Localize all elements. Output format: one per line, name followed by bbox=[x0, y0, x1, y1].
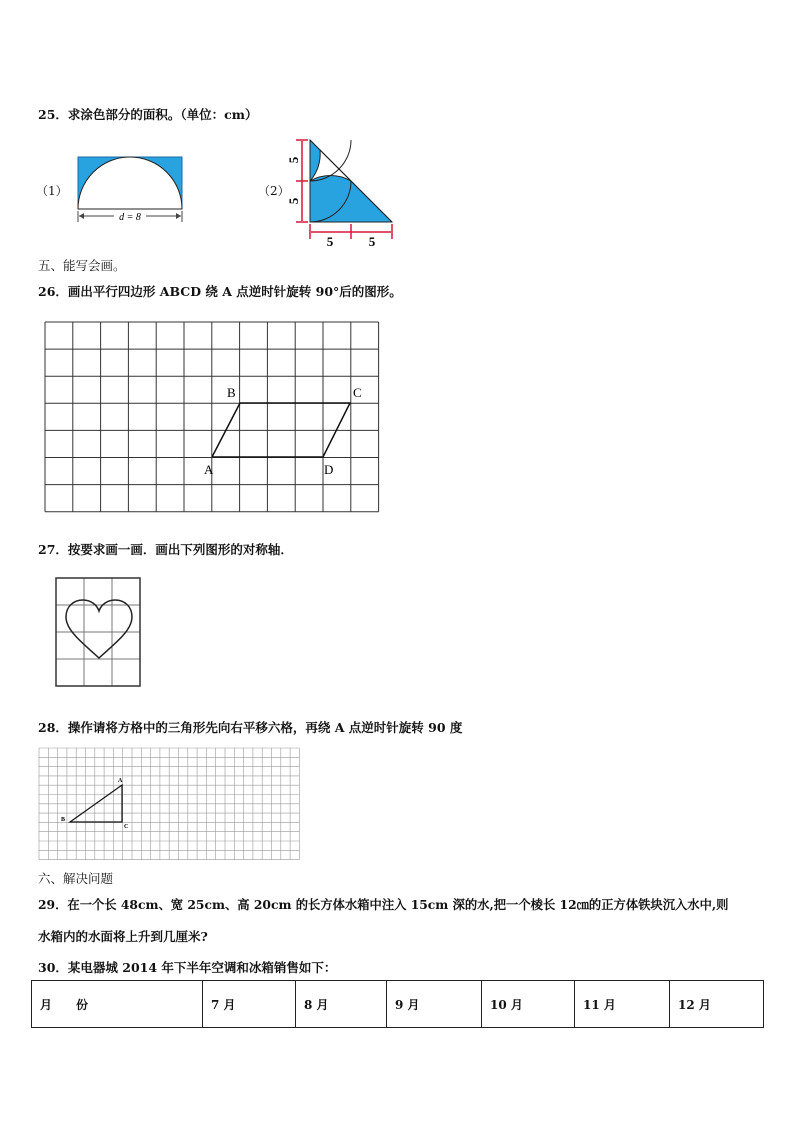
q27-text: 27．按要求画一画．画出下列图形的对称轴． bbox=[38, 542, 293, 557]
q29-line2: 水箱内的水面将上升到几厘米? bbox=[38, 929, 208, 944]
heart-shape bbox=[66, 600, 132, 658]
table-cell: 8 月 bbox=[296, 981, 387, 1028]
table-cell-month: 月 份 bbox=[32, 981, 203, 1028]
triangle-grid bbox=[38, 747, 301, 861]
table-cell: 11 月 bbox=[575, 981, 670, 1028]
point-A: A bbox=[204, 462, 214, 477]
q28-text: 28．操作请将方格中的三角形先向右平移六格，再绕 A 点逆时针旋转 90 度 bbox=[38, 720, 463, 735]
point-C: C bbox=[353, 385, 362, 400]
triangle-figure bbox=[284, 135, 399, 247]
tri-point-C: C bbox=[124, 824, 129, 830]
q30-text: 30．某电器城 2014 年下半年空调和冰箱销售如下： bbox=[38, 960, 337, 975]
section6-heading: 六、解决问题 bbox=[38, 871, 114, 886]
dim-bottom-right: 5 bbox=[368, 234, 376, 247]
sales-table bbox=[31, 980, 764, 1028]
q26-text: 26．画出平行四边形 ABCD 绕 A 点逆时针旋转 90°后的图形。 bbox=[38, 284, 402, 299]
semicircle-figure bbox=[74, 150, 189, 225]
q29-line1: 29．在一个长 48cm、宽 25cm、高 20cm 的长方体水箱中注入 15cm 深的水,把一个棱长 12㎝的正方体铁块沉入水中,则 bbox=[38, 897, 729, 912]
parallelogram-grid bbox=[44, 321, 381, 513]
table-cell: 7 月 bbox=[203, 981, 296, 1028]
dim-left-bottom: 5 bbox=[286, 197, 301, 205]
dim-bottom-left: 5 bbox=[326, 234, 334, 247]
table-cell: 12 月 bbox=[670, 981, 764, 1028]
heart-grid bbox=[54, 576, 144, 690]
section5-heading: 五、能写会画。 bbox=[38, 258, 126, 273]
q25-part2-label: （2） bbox=[258, 184, 290, 198]
tri-point-A: A bbox=[118, 778, 123, 784]
point-B: B bbox=[227, 385, 236, 400]
tri-point-B: B bbox=[61, 817, 66, 823]
dim-left-top: 5 bbox=[286, 156, 301, 164]
q25-text: 25．求涂色部分的面积。（单位：cm） bbox=[38, 107, 258, 122]
point-D: D bbox=[324, 462, 334, 477]
table-cell: 10 月 bbox=[482, 981, 575, 1028]
table-row bbox=[32, 981, 764, 1028]
diameter-label: d = 8 bbox=[119, 212, 141, 223]
q25-part1-label: （1） bbox=[36, 184, 68, 198]
table-cell: 9 月 bbox=[387, 981, 482, 1028]
